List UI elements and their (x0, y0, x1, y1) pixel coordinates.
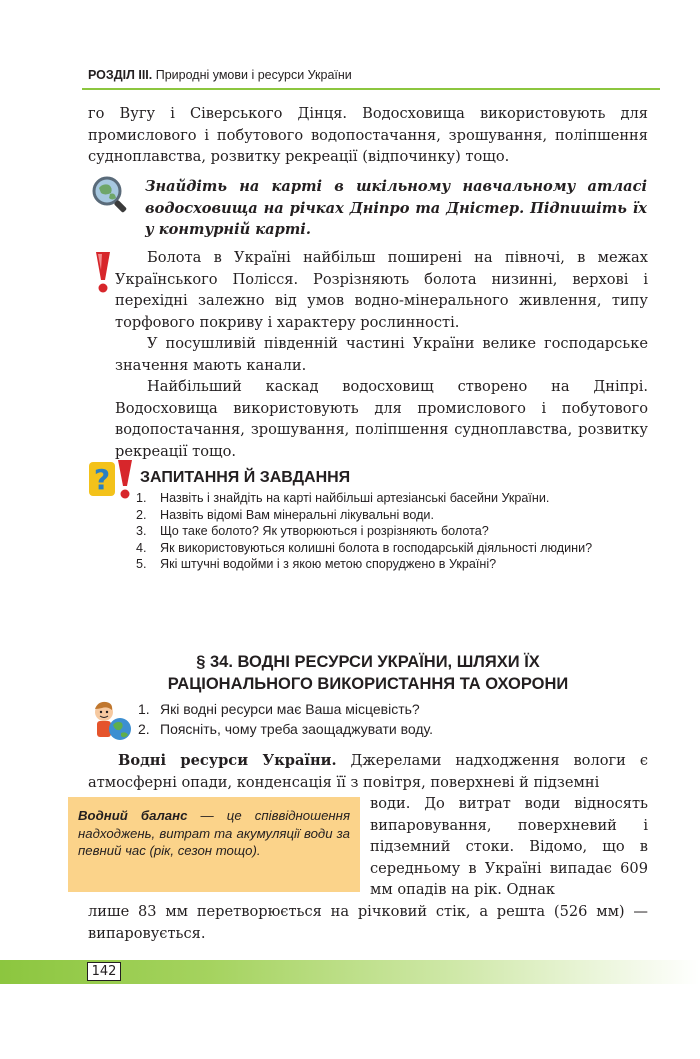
question-number: 2. (136, 507, 147, 522)
question-number: 3. (136, 524, 147, 539)
paragraph-water-resources-side: води. До витрат води відносять випаровування, поверхневий і підземний стоки. Відомо, що в середньому в Україні випадає 609 мм опадів на рік. Однак (370, 795, 648, 898)
water-resources-lead: Водні ресурси України. (118, 752, 337, 769)
paragraph-dnipro-cascade-text: Найбільший каскад водосховищ створено на Дніпрі. Водосховища використовують для промислового і побутового водопостачання, зрошування, поліпшення судноплавства, розвитку рекреації тощо. (115, 378, 648, 460)
intro-number: 1. (138, 701, 150, 717)
paragraph-water-resources (88, 750, 648, 793)
list-item (136, 556, 648, 573)
definition-box (68, 797, 360, 892)
paragraph-swamps-text: Болота в Україні найбільш поширені на півночі, в межах Українського Полісся. Розрізняють болота низинні, верхові і перехідні залежно від умов водно-мінерального живлення, типу торфового покриву і характеру рослинності. (115, 249, 648, 331)
list-item (136, 507, 648, 524)
magnifier-globe-icon (90, 174, 130, 214)
list-item (138, 699, 433, 719)
running-header (88, 68, 648, 82)
exclamation-icon (92, 250, 114, 294)
header-divider (82, 88, 660, 90)
question-exclamation-icon (88, 458, 136, 500)
section-title-line2: РАЦІОНАЛЬНОГО ВИКОРИСТАННЯ ТА ОХОРОНИ (167, 675, 569, 693)
paragraph-dnipro-cascade (115, 376, 648, 462)
paragraph-canals (115, 333, 648, 376)
question-text: Які штучні водойми і з якою метою споруджено в Україні? (160, 557, 497, 572)
question-number: 4. (136, 540, 147, 555)
map-task: Знайдіть на карті в шкільному навчальному атласі водосховища на річках Дніпро та Дністер. Підпишіть їх у контурній карті. (145, 178, 647, 238)
question-text: Назвіть відомі Вам мінеральні лікувальні води. (160, 507, 434, 522)
list-item (136, 490, 648, 507)
header-section-title: Природні умови і ресурси України (155, 68, 352, 82)
paragraph-reservoirs-use: го Вугу і Сіверського Дінця. Водосховища використовують для промислового і побутового водопостачання, зрошування, поліпшення судноплавства, розвитку рекреації (відпочинку) тощо. (88, 105, 648, 165)
child-globe-icon (90, 700, 132, 744)
definition-term: Водний баланс (78, 808, 188, 823)
list-item (136, 523, 648, 540)
svg-text:?: ? (93, 463, 111, 496)
questions-list (136, 490, 648, 573)
page-number: 142 (87, 962, 121, 981)
definition-text: — це співвідношення надходжень, витрат та акумуляції води за певний час (рік, сезон тощо). (78, 808, 350, 858)
intro-questions (138, 699, 433, 739)
question-number: 5. (136, 557, 147, 572)
list-item (136, 540, 648, 557)
list-item (138, 719, 433, 739)
paragraph-water-resources-tail: лише 83 мм перетворюється на річковий стік, а решта (526 мм) — випаровується. (88, 903, 648, 942)
water-resources-text: Джерелами надходження вологи є атмосферні опади, конденсація її з повітря, поверхневі й підземні (88, 752, 648, 791)
question-text: Що таке болото? Як утворюються і розрізняють болота? (160, 524, 489, 539)
intro-text: Поясніть, чому треба заощаджувати воду. (160, 721, 433, 737)
question-number: 1. (136, 491, 147, 505)
paragraph-swamps (115, 247, 648, 333)
paragraph-canals-text: У посушливій південній частині України велике господарське значення мають канали. (115, 335, 648, 374)
intro-text: Які водні ресурси має Ваша місцевість? (160, 701, 420, 717)
question-text: Як використовуються колишні болота в господарській діяльності людини? (160, 540, 593, 555)
section-title-line1: § 34. ВОДНІ РЕСУРСИ УКРАЇНИ, ШЛЯХИ ЇХ (196, 653, 540, 671)
question-text: Назвіть і знайдіть на карті найбільші артезіанські басейни України. (160, 491, 550, 505)
header-section-label: РОЗДІЛ ІІІ. (88, 68, 153, 82)
section-title (88, 651, 648, 695)
questions-title: ЗАПИТАННЯ Й ЗАВДАННЯ (140, 469, 351, 486)
intro-number: 2. (138, 721, 150, 737)
